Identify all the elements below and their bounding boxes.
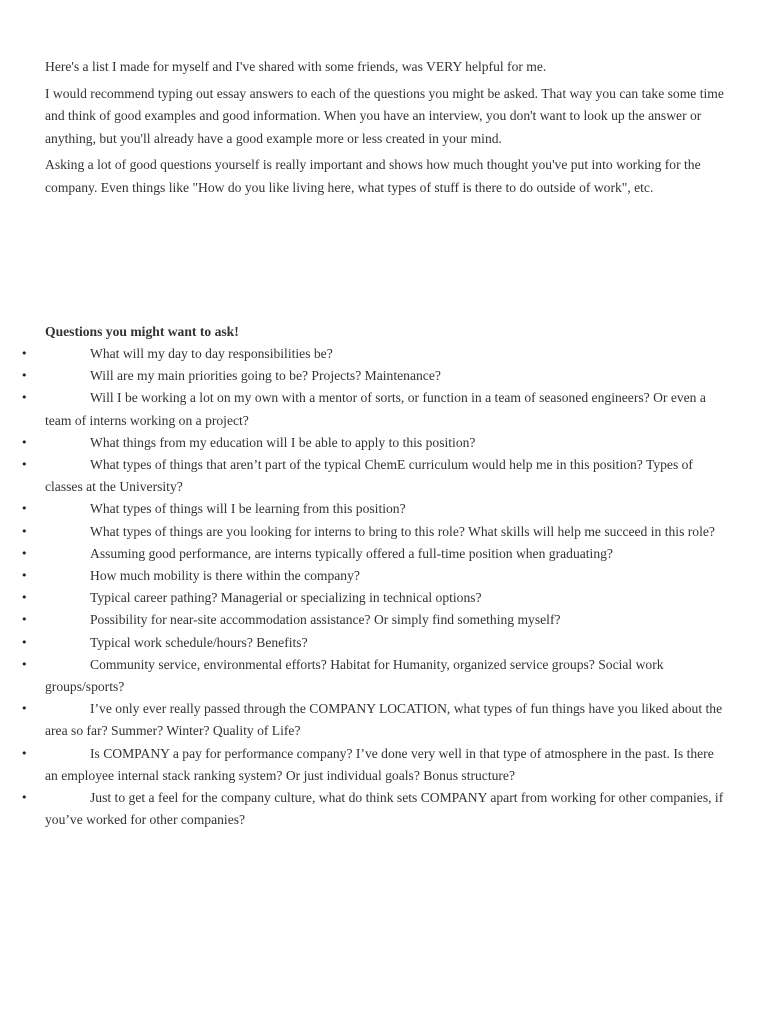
question-text: What will my day to day responsibilities be? [90,346,333,361]
list-item [21,498,725,520]
question-text: How much mobility is there within the company? [90,568,360,584]
question-text: What types of things are you looking for interns to bring to this role? What skills will help me succeed in this role? [90,523,715,539]
bullet-icon: • [21,502,28,516]
question-text: What types of things will I be learning from this position? [90,501,406,517]
list-item [21,743,725,787]
list-item [21,587,725,609]
list-item [21,432,725,454]
question-text: Community service, environmental efforts? Habitat for Humanity, organized service groups? Social work groups/sports? [45,656,664,695]
bullet-icon: • [21,791,28,805]
questions-list [21,343,725,831]
list-item [21,698,725,742]
bullet-icon: • [21,369,28,383]
question-text: What things from my education will I be able to apply to this position? [90,434,476,450]
blank-space [45,203,725,321]
question-text: Just to get a feel for the company culture, what do think sets COMPANY apart from working for other companies, if you’ve worked for other companies? [45,790,724,828]
question-text: Typical career pathing? Managerial or specializing in technical options? [90,590,482,606]
question-text: Will I be working a lot on my own with a mentor of sorts, or function in a team of seasoned engineers? Or even a team of interns working on a project? [45,390,706,428]
bullet-icon: • [21,569,28,583]
bullet-icon: • [21,546,28,560]
bullet-icon: • [21,702,28,716]
list-item [21,365,725,387]
question-text: Typical work schedule/hours? Benefits? [90,634,308,650]
bullet-icon: • [21,591,28,605]
questions-heading: Questions you might want to ask! [45,324,239,339]
question-text: Is COMPANY a pay for performance company? I’ve done very well in that type of atmosphere in the past. Is there an employee internal stack ranking system? Or just individual goals? Bonus structure? [45,745,714,783]
list-item [21,565,725,587]
question-text: I’ve only ever really passed through the COMPANY LOCATION, what types of fun things have you liked about the area so far? Summer? Winter? Quality of Life? [45,701,723,739]
question-text: Assuming good performance, are interns typically offered a full-time position when graduating? [90,545,613,561]
list-item [21,609,725,631]
bullet-icon: • [21,524,28,538]
bullet-icon: • [21,391,28,405]
list-item [21,632,725,654]
list-item [21,521,725,543]
list-item [21,543,725,565]
document-page [21,56,725,831]
question-text: Will are my main priorities going to be? Projects? Maintenance? [90,368,441,384]
bullet-icon: • [21,613,28,627]
bullet-icon: • [21,347,28,360]
intro-paragraph-1: Here's a list I made for myself and I've shared with some friends, was VERY helpful for me. [45,59,547,74]
intro-paragraph-2: I would recommend typing out essay answers to each of the questions you might be asked. That way you can take some time and think of good examples and good information. When you have an interview, you don't want to look up the answer or anything, but you'll already have a good example more or less created in your mind. [45,85,724,146]
bullet-icon: • [21,635,28,649]
list-item [21,454,725,498]
list-item [21,343,725,365]
bullet-icon: • [21,746,28,760]
question-text: What types of things that aren’t part of the typical ChemE curriculum would help me in this position? Types of classes at the University? [45,457,693,495]
intro-paragraph-3: Asking a lot of good questions yourself is really important and shows how much thought you've put into working for the company. Even things like "How do you like living here, what types of stuff is there to do outside of work", etc. [45,157,701,195]
bullet-icon: • [21,435,28,449]
bullet-icon: • [21,657,28,671]
bullet-icon: • [21,458,28,472]
list-item [21,654,725,698]
list-item [21,387,725,431]
question-text: Possibility for near-site accommodation assistance? Or simply find something myself? [90,612,561,628]
list-item [21,787,725,831]
